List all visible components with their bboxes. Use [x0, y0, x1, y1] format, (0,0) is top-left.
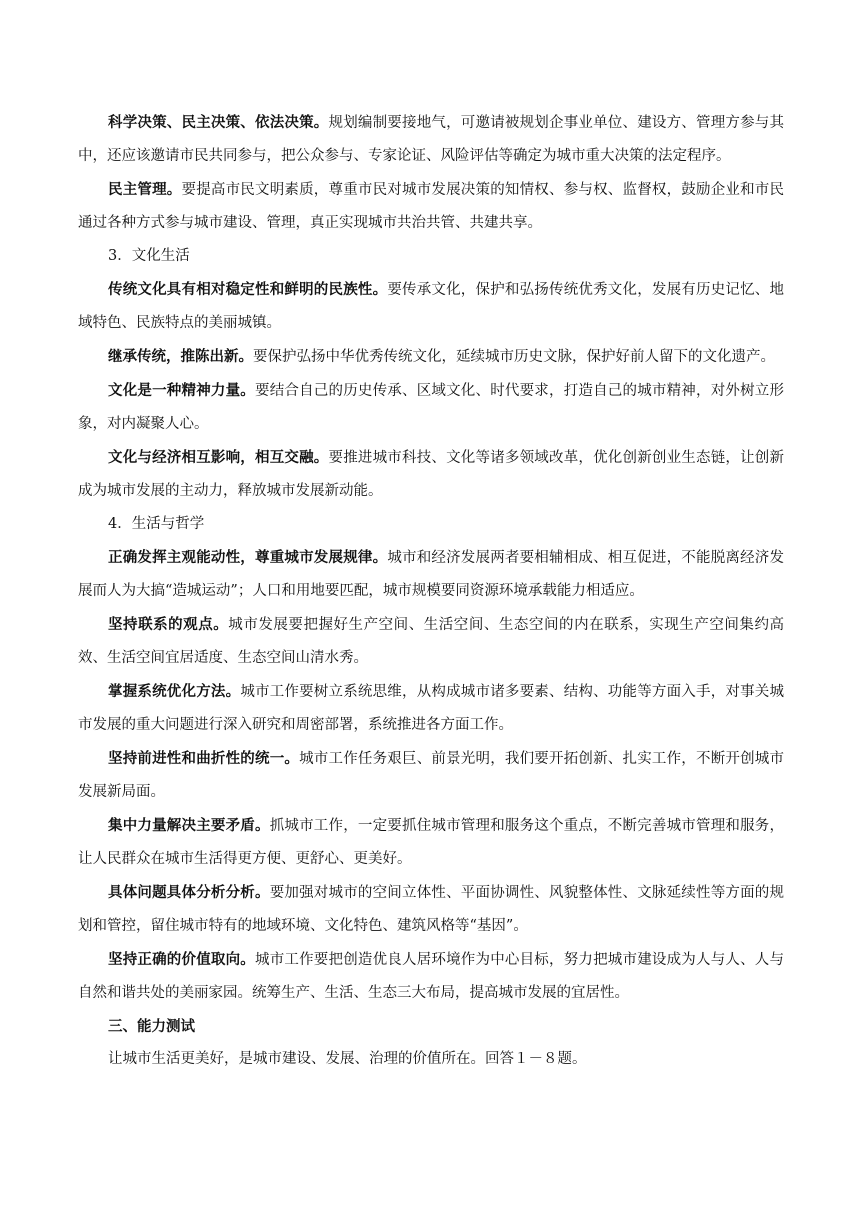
paragraph-text: 城市和经济发展两者要相辅相成、相互促进，不能脱离经济发展而人为大搞“造城运动”；人口和用地要匹配，城市规模要同资源环境承载能力相适应。	[78, 550, 785, 599]
paragraph-main-contradiction	[78, 809, 784, 876]
paragraph-text: 城市工作要把创造优良人居环境作为中心目标，努力把城市建设成为人与人、人与自然和谐共处的美丽家园。统筹生产、生活、生态三大布局，提高城市发展的宜居性。	[78, 952, 784, 1001]
paragraph-lead: 坚持前进性和曲折性的统一。	[108, 750, 300, 767]
paragraph-lead: 集中力量解决主要矛盾。	[108, 817, 270, 834]
paragraph-lead: 继承传统，推陈出新。	[108, 348, 253, 365]
paragraph-lead: 民主管理。	[108, 181, 182, 198]
paragraph-lead: 传统文化具有相对稳定性和鲜明的民族性。	[108, 281, 388, 298]
paragraph-lead: 正确发挥主观能动性，尊重城市发展规律。	[108, 549, 388, 566]
paragraph-lead: 具体问题具体分析分析。	[108, 884, 270, 901]
paragraph-lead: 坚持联系的观点。	[108, 616, 229, 633]
paragraph-text: 城市工作要树立系统思维，从构成城市诸多要素、结构、功能等方面入手，对事关城市发展的重大问题进行深入研究和周密部署，系统推进各方面工作。	[78, 684, 785, 733]
paragraph-system-optimization	[78, 675, 784, 742]
paragraph-specific-analysis	[78, 876, 784, 943]
paragraph-progress-tortuous	[78, 742, 784, 809]
paragraph-text: 规划编制要接地气，可邀请被规划企事业单位、建设方、管理方参与其中，还应该邀请市民共同参与，把公众参与、专家论证、风险评估等确定为城市重大决策的法定程序。	[78, 115, 784, 164]
paragraph-culture-economy	[78, 441, 784, 508]
paragraph-text: 要传承文化，保护和弘扬传统优秀文化，发展有历史记忆、地域特色、民族特点的美丽城镇。	[78, 282, 785, 331]
section-heading-culture: 3．文化生活	[108, 248, 190, 264]
paragraph-lead: 坚持正确的价值取向。	[108, 951, 255, 968]
paragraph-text: 要加强对城市的空间立体性、平面协调性、风貌整体性、文脉延续性等方面的规划和管控，留住城市特有的地域环境、文化特色、建筑风格等“基因”。	[78, 885, 784, 934]
paragraph-text: 要提高市民文明素质，尊重市民对城市发展决策的知情权、参与权、监督权，鼓励企业和市民通过各种方式参与城市建设、管理，真正实现城市共治共管、共建共享。	[78, 182, 784, 231]
paragraph-text: 要保护弘扬中华优秀传统文化，延续城市历史文脉，保护好前人留下的文化遗产。	[253, 349, 775, 365]
paragraph-question-intro: 让城市生活更美好，是城市建设、发展、治理的价值所在。回答１－８题。	[108, 1051, 587, 1067]
document-body	[78, 106, 784, 1076]
paragraph-value-orientation	[78, 943, 784, 1010]
paragraph-text: 抓城市工作，一定要抓住城市管理和服务这个重点，不断完善城市管理和服务，让人民群众在城市生活得更方便、更舒心、更美好。	[78, 818, 784, 867]
paragraph-scientific-decision	[78, 106, 784, 173]
paragraph-text: 城市工作任务艰巨、前景光明，我们要开拓创新、扎实工作，不断开创城市发展新局面。	[78, 751, 785, 800]
paragraph-spiritual-power	[78, 374, 784, 441]
paragraph-text: 城市发展要把握好生产空间、生活空间、生态空间的内在联系，实现生产空间集约高效、生活空间宜居适度、生态空间山清水秀。	[78, 617, 785, 666]
paragraph-traditional-culture	[78, 273, 784, 340]
paragraph-lead: 文化与经济相互影响，相互交融。	[108, 449, 329, 466]
section-heading-philosophy: 4．生活与哲学	[108, 516, 205, 532]
paragraph-subjective-initiative	[78, 541, 784, 608]
paragraph-connection-view	[78, 608, 784, 675]
section-heading-ability-test: 三、能力测试	[108, 1018, 195, 1035]
paragraph-inherit-tradition	[78, 340, 784, 374]
paragraph-text: 要推进城市科技、文化等诸多领域改革，优化创新创业生态链，让创新成为城市发展的主动力，释放城市发展新动能。	[78, 450, 784, 499]
paragraph-lead: 科学决策、民主决策、依法决策。	[108, 114, 329, 131]
paragraph-lead: 掌握系统优化方法。	[108, 683, 241, 700]
paragraph-lead: 文化是一种精神力量。	[108, 382, 255, 399]
paragraph-democratic-management	[78, 173, 784, 240]
paragraph-text: 要结合自己的历史传承、区域文化、时代要求，打造自己的城市精神，对外树立形象，对内凝聚人心。	[78, 383, 784, 432]
